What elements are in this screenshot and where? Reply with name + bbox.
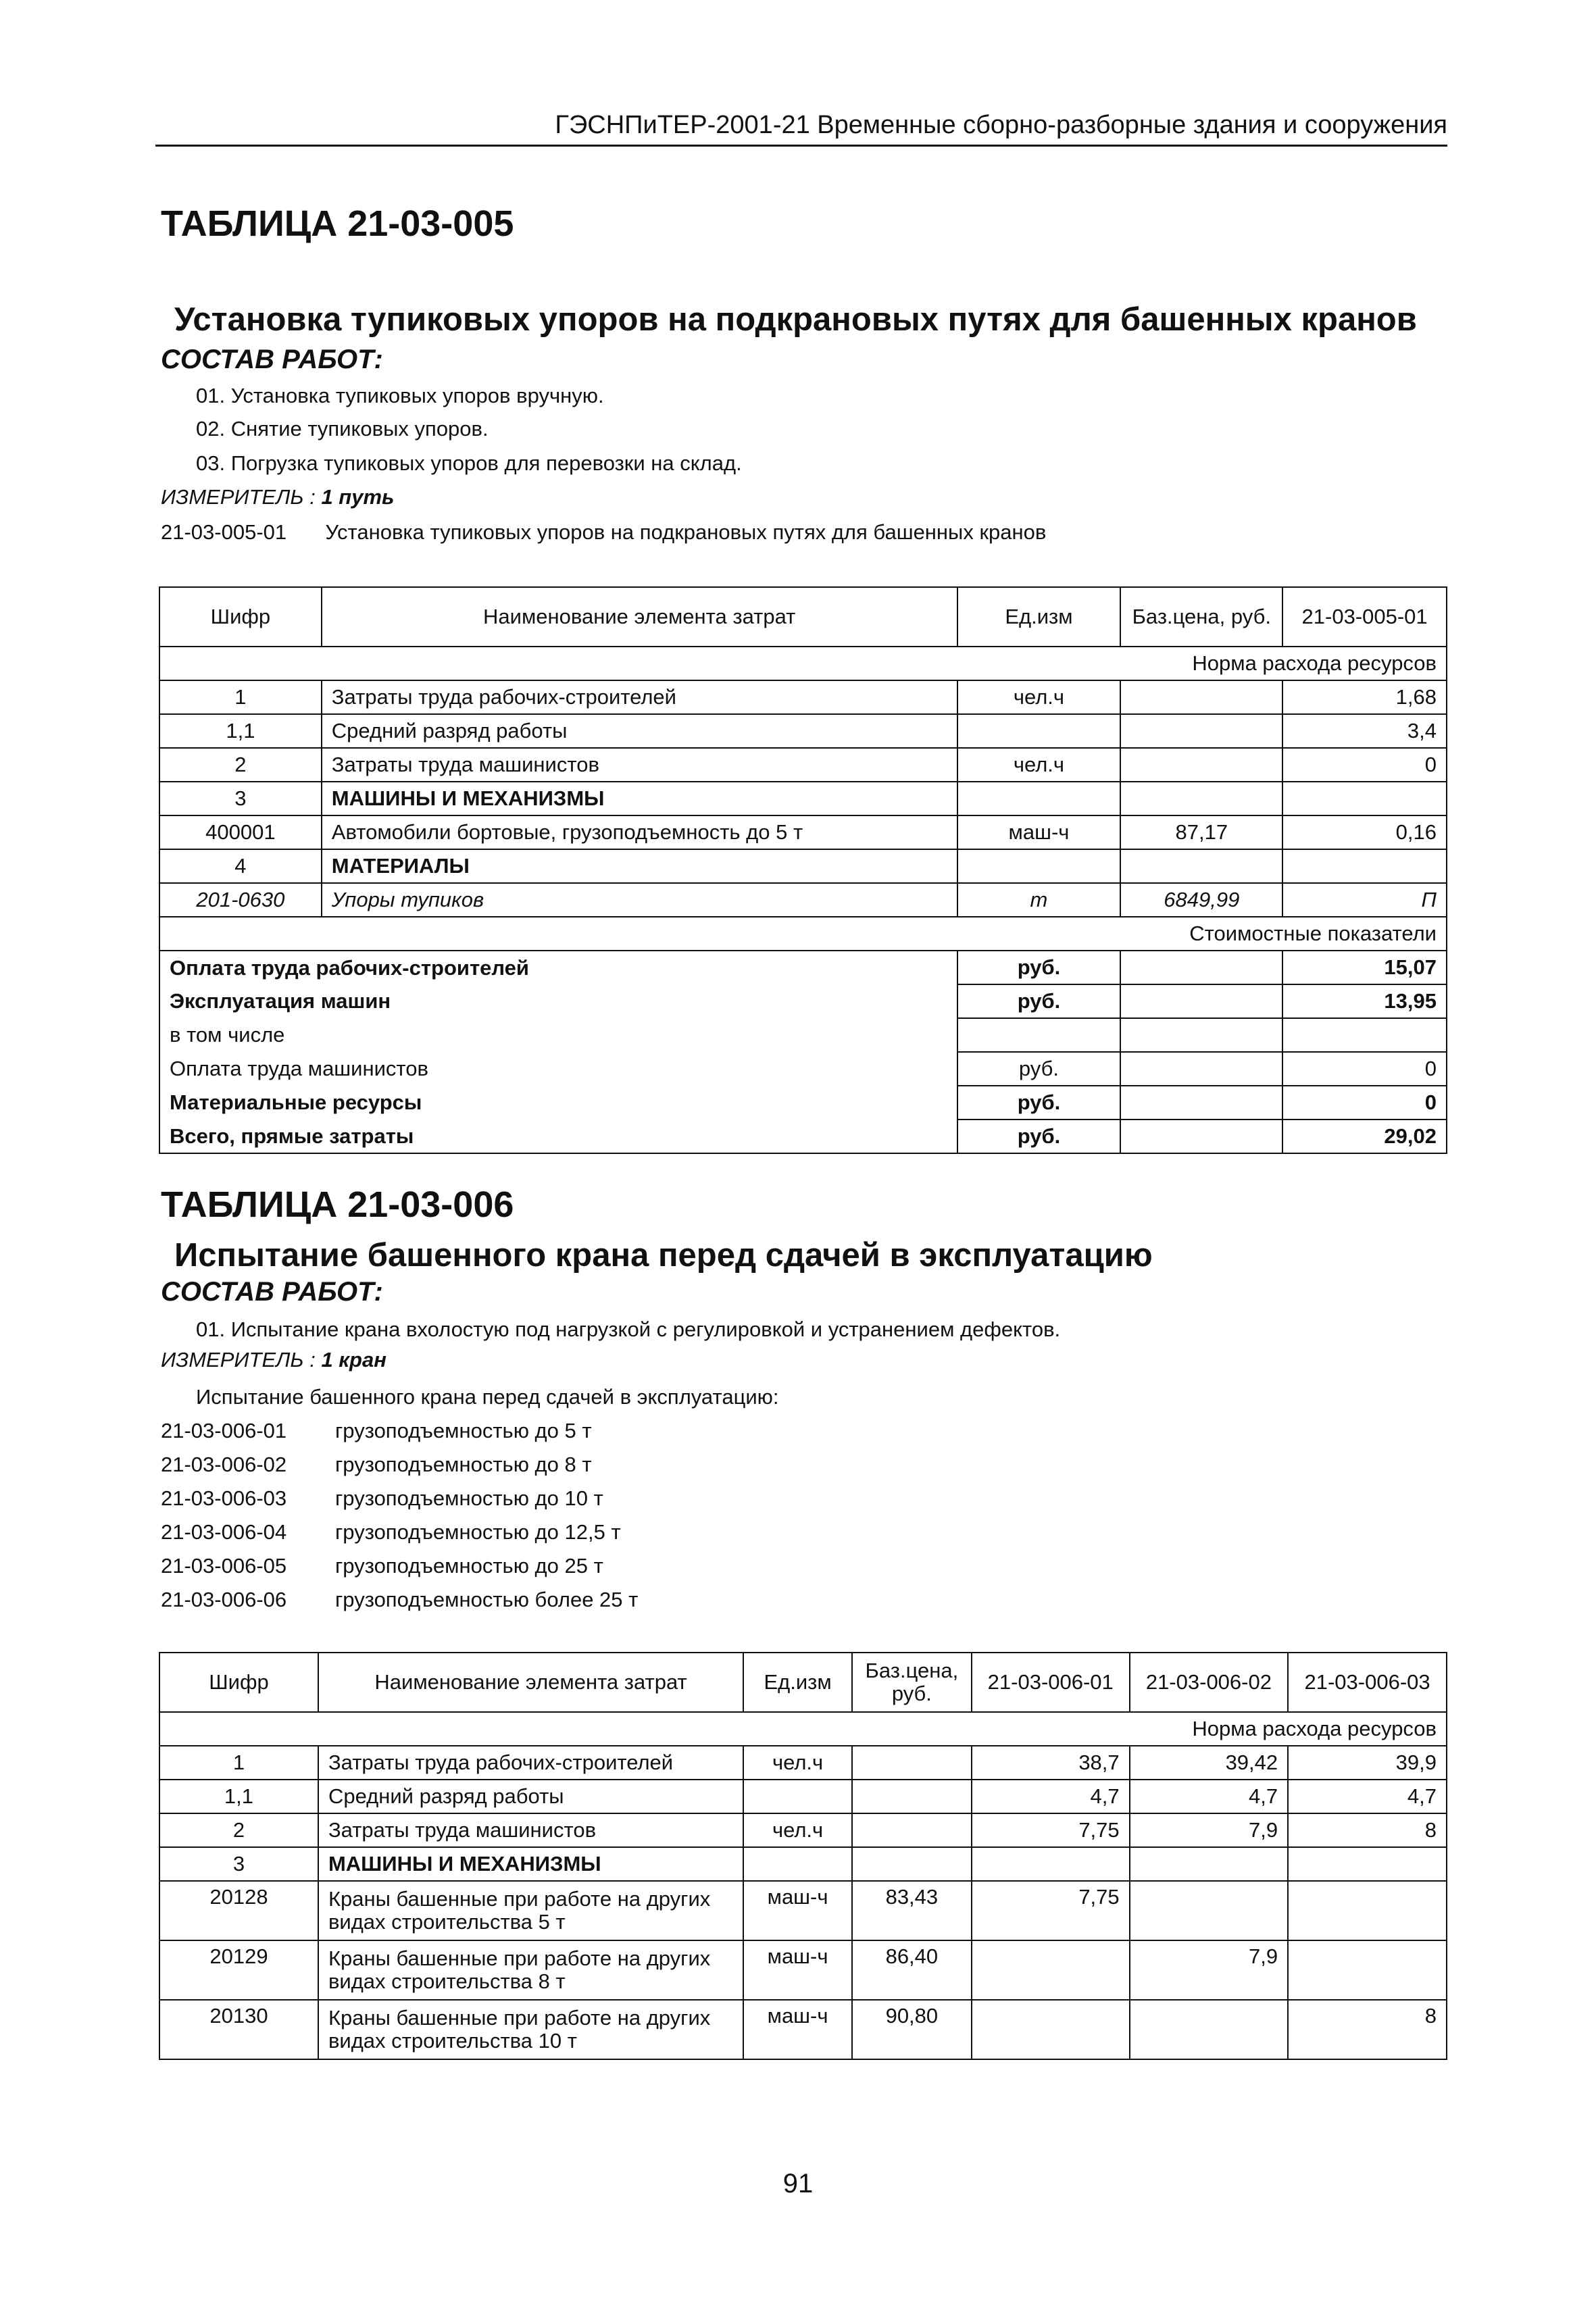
header-cell: Наименование элемента затрат: [318, 1653, 743, 1712]
cost-row: [159, 1120, 1447, 1153]
table-header-row: [159, 587, 1447, 647]
cell-value: [1282, 782, 1447, 815]
cell-code: 1,1: [159, 1780, 318, 1813]
cost-value: 0: [1282, 1052, 1447, 1086]
cell-unit: чел.ч: [743, 1813, 852, 1847]
code-description: грузоподъемностью до 5 т: [335, 1419, 592, 1442]
cell-value-3: 4,7: [1288, 1780, 1447, 1813]
cell-value-1: [972, 1940, 1130, 2000]
table-row: [159, 2000, 1447, 2059]
cell-name: МАТЕРИАЛЫ: [322, 849, 957, 883]
resource-table-1: [159, 586, 1447, 1154]
header-cell: 21-03-006-03: [1288, 1653, 1447, 1712]
cost-empty: [1120, 1052, 1282, 1086]
cell-name: МАШИНЫ И МЕХАНИЗМЫ: [322, 782, 957, 815]
cost-value: 0: [1282, 1086, 1447, 1120]
code-list-item: [161, 1419, 592, 1443]
measure-line-2: [161, 1348, 386, 1372]
cost-empty: [1120, 1120, 1282, 1153]
section-title-1: Установка тупиковых упоров на подкрановых путях для башенных кранов: [174, 301, 1417, 338]
table-row: [159, 1813, 1447, 1847]
cost-row: [159, 1018, 1447, 1052]
cell-value: 0,16: [1282, 815, 1447, 849]
table-row: [159, 748, 1447, 782]
cell-unit: [743, 1847, 852, 1881]
cell-unit: т: [957, 883, 1121, 917]
cell-code: 4: [159, 849, 322, 883]
cell-code: 400001: [159, 815, 322, 849]
table-row: [159, 714, 1447, 748]
header-cell: Ед.изм: [743, 1653, 852, 1712]
table-row: [159, 1746, 1447, 1780]
code: 21-03-005-01: [161, 520, 287, 544]
cost-name: Оплата труда машинистов: [159, 1052, 957, 1086]
cell-unit: чел.ч: [957, 680, 1121, 714]
cell-value-2: [1130, 1881, 1288, 1940]
cost-name: Всего, прямые затраты: [159, 1120, 957, 1153]
code-list-item: [161, 1453, 592, 1477]
cell-value-2: 7,9: [1130, 1813, 1288, 1847]
header-cell: 21-03-005-01: [1282, 587, 1447, 647]
cell-name: Средний разряд работы: [322, 714, 957, 748]
cell-value: П: [1282, 883, 1447, 917]
header-cell: Баз.цена, руб.: [852, 1653, 972, 1712]
code: 21-03-006-06: [161, 1588, 287, 1611]
cell-code: 1: [159, 1746, 318, 1780]
code-description: грузоподъемностью до 12,5 т: [335, 1520, 621, 1544]
norm-row: [159, 647, 1447, 680]
cell-unit: [957, 714, 1121, 748]
measure-line-1: [161, 485, 394, 509]
cost-row: [159, 984, 1447, 1018]
cell-value-3: 8: [1288, 1813, 1447, 1847]
code-description: Установка тупиковых упоров на подкрановых путях для башенных кранов: [325, 520, 1047, 544]
cell-code: 20128: [159, 1881, 318, 1940]
sostav-label-1: СОСТАВ РАБОТ:: [161, 345, 383, 374]
cell-value-3: [1288, 1940, 1447, 2000]
cell-value-1: 7,75: [972, 1813, 1130, 1847]
cell-price: [852, 1780, 972, 1813]
cell-unit: [957, 782, 1121, 815]
cell-value-2: 39,42: [1130, 1746, 1288, 1780]
cost-unit: руб.: [957, 1120, 1121, 1153]
header-cell: Наименование элемента затрат: [322, 587, 957, 647]
section-title-2: Испытание башенного крана перед сдачей в эксплуатацию: [174, 1237, 1153, 1274]
header-cell: Шифр: [159, 1653, 318, 1712]
cell-value-2: [1130, 2000, 1288, 2059]
cell-price: 87,17: [1120, 815, 1282, 849]
cost-unit: руб.: [957, 1086, 1121, 1120]
norm-label: Норма расхода ресурсов: [159, 1712, 1447, 1746]
code-description: грузоподъемностью до 10 т: [335, 1486, 603, 1510]
cell-unit: чел.ч: [957, 748, 1121, 782]
cell-value: [1282, 849, 1447, 883]
cell-price: [1120, 782, 1282, 815]
cost-row: [159, 1086, 1447, 1120]
table-row: [159, 815, 1447, 849]
cost-name: Материальные ресурсы: [159, 1086, 957, 1120]
cell-name: Затраты труда машинистов: [318, 1813, 743, 1847]
cell-name: Упоры тупиков: [322, 883, 957, 917]
cost-name: в том числе: [159, 1018, 957, 1052]
measure-value: 1 кран: [321, 1348, 386, 1372]
norm-row: [159, 1712, 1447, 1746]
cell-value: 3,4: [1282, 714, 1447, 748]
code: 21-03-006-02: [161, 1453, 287, 1476]
table-row: [159, 1847, 1447, 1881]
table-row: [159, 883, 1447, 917]
cell-unit: маш-ч: [957, 815, 1121, 849]
cost-label: Стоимостные показатели: [159, 917, 1447, 951]
table-row: [159, 1881, 1447, 1940]
cell-value-2: 7,9: [1130, 1940, 1288, 2000]
cell-price: [852, 1847, 972, 1881]
cell-unit: чел.ч: [743, 1746, 852, 1780]
code-list-item: [161, 1486, 603, 1511]
cell-code: 1: [159, 680, 322, 714]
work-item: 03. Погрузка тупиковых упоров для перевозки на склад.: [196, 451, 742, 475]
table-row: [159, 782, 1447, 815]
intro-line: Испытание башенного крана перед сдачей в эксплуатацию:: [196, 1385, 779, 1409]
cell-code: 3: [159, 1847, 318, 1881]
cell-unit: маш-ч: [743, 1940, 852, 2000]
page-number: 91: [782, 2169, 814, 2198]
cell-value-3: [1288, 1847, 1447, 1881]
code-list-item: [161, 1588, 638, 1612]
table-title-21-03-006: ТАБЛИЦА 21-03-006: [161, 1184, 514, 1225]
cell-value-2: 4,7: [1130, 1780, 1288, 1813]
code-description: грузоподъемностью более 25 т: [335, 1588, 639, 1611]
cell-code: 3: [159, 782, 322, 815]
cost-row: [159, 951, 1447, 984]
cell-value-3: 39,9: [1288, 1746, 1447, 1780]
resource-table-2: [159, 1652, 1447, 2060]
table-title-21-03-005: ТАБЛИЦА 21-03-005: [161, 203, 514, 244]
running-header: ГЭСНПиТЕР-2001-21 Временные сборно-разборные здания и сооружения: [155, 108, 1447, 147]
cell-value: 1,68: [1282, 680, 1447, 714]
cell-code: 1,1: [159, 714, 322, 748]
cell-value: 0: [1282, 748, 1447, 782]
table-header-row: [159, 1653, 1447, 1712]
measure-label: ИЗМЕРИТЕЛЬ :: [161, 1348, 316, 1372]
table-row: [159, 1780, 1447, 1813]
cell-price: [852, 1813, 972, 1847]
cell-price: [1120, 680, 1282, 714]
cell-name: Краны башенные при работе на других видах строительства 5 т: [318, 1881, 743, 1940]
cell-value-2: [1130, 1847, 1288, 1881]
cell-code: 20129: [159, 1940, 318, 2000]
cost-unit: руб.: [957, 951, 1121, 984]
cell-code: 2: [159, 748, 322, 782]
cell-price: 6849,99: [1120, 883, 1282, 917]
table-row: [159, 680, 1447, 714]
sostav-label-2: СОСТАВ РАБОТ:: [161, 1277, 383, 1307]
code: 21-03-006-03: [161, 1486, 287, 1510]
cost-unit: руб.: [957, 1052, 1121, 1086]
cell-value-1: 38,7: [972, 1746, 1130, 1780]
cell-price: 90,80: [852, 2000, 972, 2059]
cell-name: Затраты труда машинистов: [322, 748, 957, 782]
cell-unit: [743, 1780, 852, 1813]
cost-unit: руб.: [957, 984, 1121, 1018]
cell-unit: [957, 849, 1121, 883]
table-row: [159, 849, 1447, 883]
cost-label-row: [159, 917, 1447, 951]
cell-price: [852, 1746, 972, 1780]
header-cell: 21-03-006-02: [1130, 1653, 1288, 1712]
cell-unit: маш-ч: [743, 1881, 852, 1940]
cell-code: 201-0630: [159, 883, 322, 917]
cost-row: [159, 1052, 1447, 1086]
header-cell: Баз.цена, руб.: [1120, 587, 1282, 647]
cell-value-1: 4,7: [972, 1780, 1130, 1813]
cost-value: 13,95: [1282, 984, 1447, 1018]
header-cell: Ед.изм: [957, 587, 1121, 647]
cost-unit: [957, 1018, 1121, 1052]
work-item: 02. Снятие тупиковых упоров.: [196, 417, 489, 441]
cell-code: 20130: [159, 2000, 318, 2059]
cell-value-3: 8: [1288, 2000, 1447, 2059]
cell-value-1: [972, 1847, 1130, 1881]
cost-value: [1282, 1018, 1447, 1052]
cell-name: Краны башенные при работе на других видах строительства 10 т: [318, 2000, 743, 2059]
cost-value: 15,07: [1282, 951, 1447, 984]
code-list-item: [161, 1554, 603, 1578]
cost-empty: [1120, 951, 1282, 984]
cell-price: 83,43: [852, 1881, 972, 1940]
code-list-item: [161, 1520, 621, 1544]
code: 21-03-006-05: [161, 1554, 287, 1578]
cell-unit: маш-ч: [743, 2000, 852, 2059]
code-description: грузоподъемностью до 8 т: [335, 1453, 592, 1476]
cell-price: [1120, 714, 1282, 748]
cost-name: Эксплуатация машин: [159, 984, 957, 1018]
cell-name: Затраты труда рабочих-строителей: [322, 680, 957, 714]
cell-name: Затраты труда рабочих-строителей: [318, 1746, 743, 1780]
code: 21-03-006-01: [161, 1419, 287, 1442]
cell-name: МАШИНЫ И МЕХАНИЗМЫ: [318, 1847, 743, 1881]
cost-empty: [1120, 984, 1282, 1018]
code-line-1: [161, 520, 1046, 545]
cell-name: Краны башенные при работе на других видах строительства 8 т: [318, 1940, 743, 2000]
norm-label: Норма расхода ресурсов: [159, 647, 1447, 680]
cell-price: [1120, 748, 1282, 782]
cost-name: Оплата труда рабочих-строителей: [159, 951, 957, 984]
work-item: 01. Испытание крана вхолостую под нагрузкой с регулировкой и устранением дефектов.: [196, 1317, 1061, 1341]
measure-label: ИЗМЕРИТЕЛЬ :: [161, 485, 316, 509]
code-description: грузоподъемностью до 25 т: [335, 1554, 603, 1578]
cell-value-3: [1288, 1881, 1447, 1940]
work-item: 01. Установка тупиковых упоров вручную.: [196, 384, 604, 407]
cell-value-1: 7,75: [972, 1881, 1130, 1940]
cell-name: Средний разряд работы: [318, 1780, 743, 1813]
cost-value: 29,02: [1282, 1120, 1447, 1153]
cost-empty: [1120, 1086, 1282, 1120]
header-cell: 21-03-006-01: [972, 1653, 1130, 1712]
header-cell: Шифр: [159, 587, 322, 647]
cell-value-1: [972, 2000, 1130, 2059]
measure-value: 1 путь: [321, 485, 395, 509]
cell-price: 86,40: [852, 1940, 972, 2000]
cell-name: Автомобили бортовые, грузоподъемность до 5 т: [322, 815, 957, 849]
cell-code: 2: [159, 1813, 318, 1847]
table-row: [159, 1940, 1447, 2000]
cost-empty: [1120, 1018, 1282, 1052]
code: 21-03-006-04: [161, 1520, 287, 1544]
cell-price: [1120, 849, 1282, 883]
